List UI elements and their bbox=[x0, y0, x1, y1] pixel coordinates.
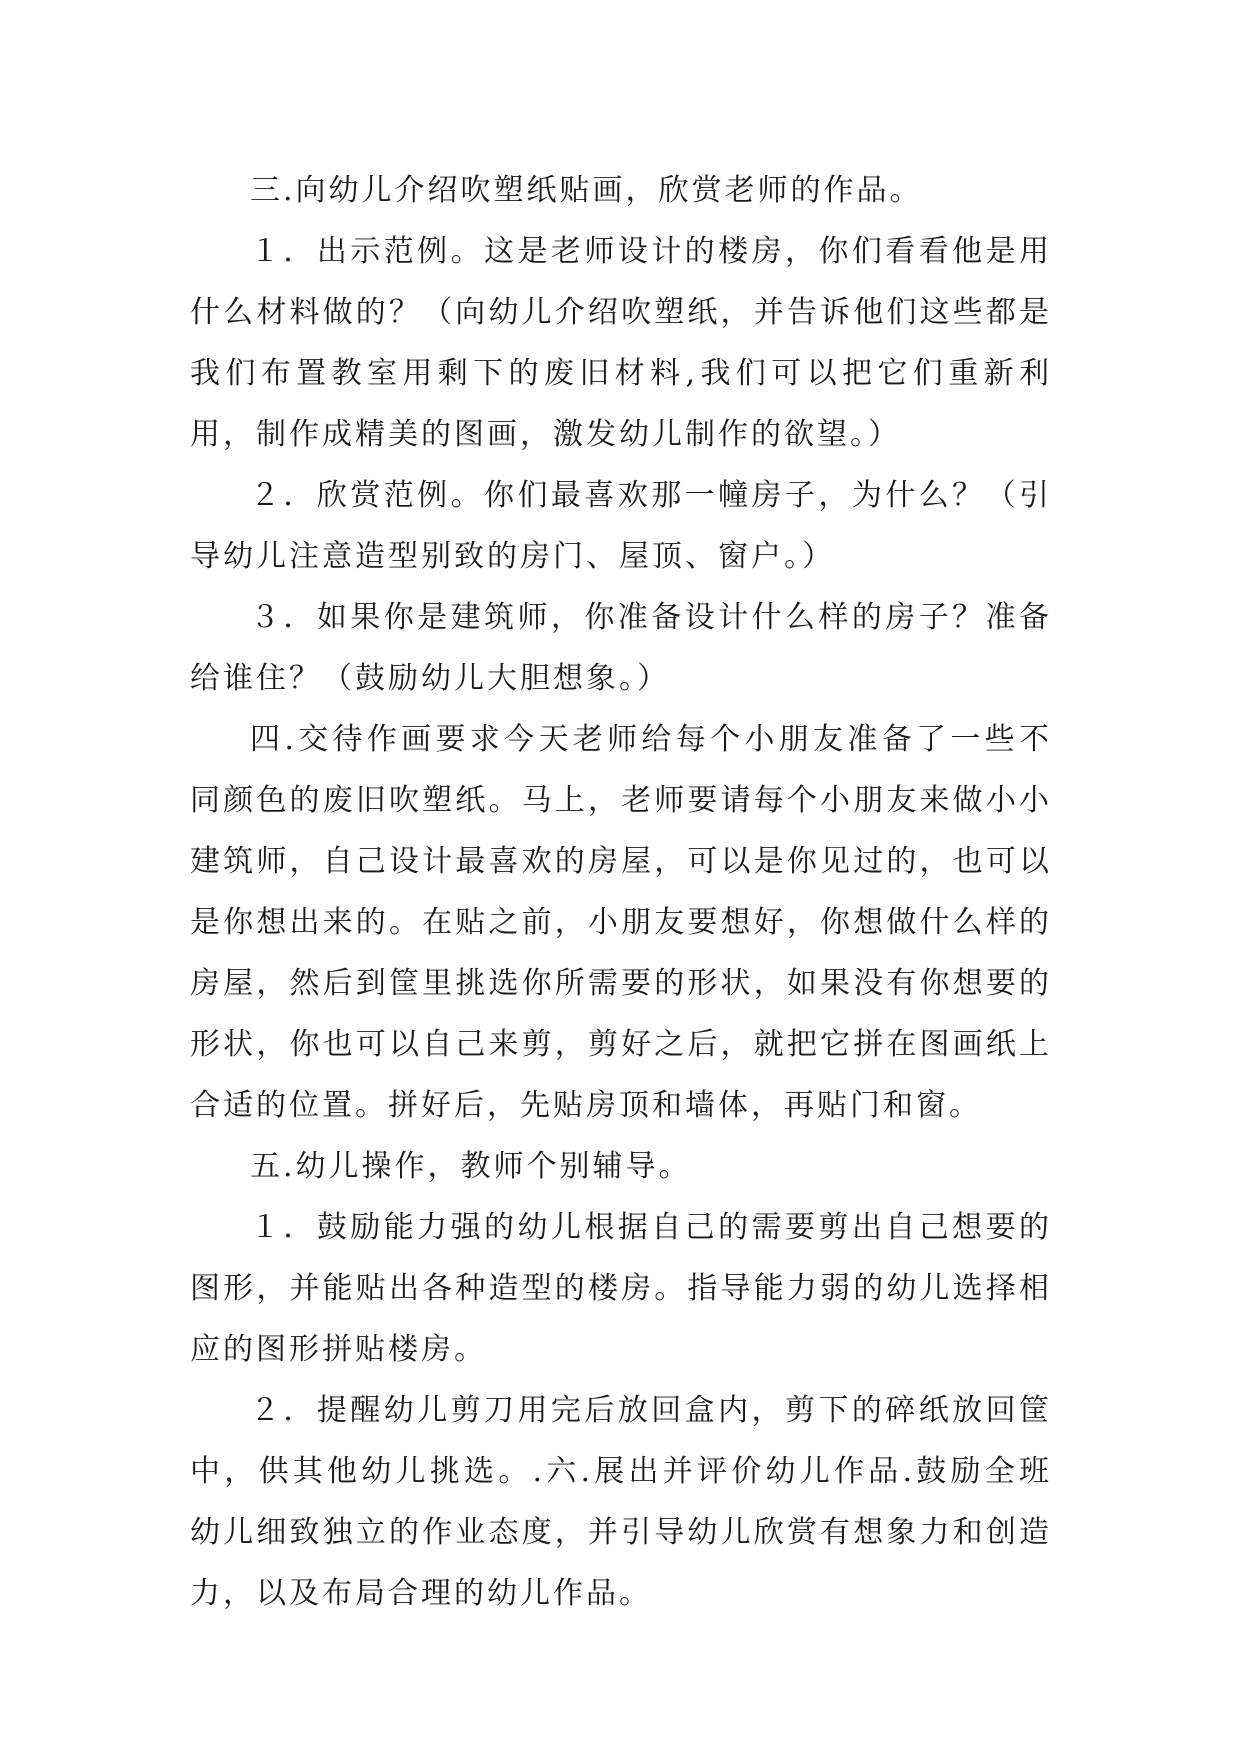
step-2-appreciate-example: ２．欣赏范例。你们最喜欢那一幢房子，为什么？（引导幼儿注意造型别致的房门、屋顶、窗户。） bbox=[190, 478, 1052, 574]
step-5-1-encourage: １．鼓励能力强的幼儿根据自己的需要剪出自己想要的图形，并能贴出各种造型的楼房。指导能力弱的幼儿选择相应的图形拼贴楼房。 bbox=[190, 1210, 1052, 1367]
step-3-architect-question: ３．如果你是建筑师，你准备设计什么样的房子？准备给谁住？（鼓励幼儿大胆想象。） bbox=[190, 600, 1052, 696]
section-three-heading: 三.向幼儿介绍吹塑纸贴画，欣赏老师的作品。 bbox=[250, 173, 923, 208]
section-four-requirements: 四.交待作画要求今天老师给每个小朋友准备了一些不同颜色的废旧吹塑纸。马上，老师要请每个小朋友来做小小建筑师，自己设计最喜欢的房屋，可以是你见过的，也可以是你想出来的。在贴之前，小朋友要想好，你想做什么样的房屋，然后到筐里挑选你所需要的形状，如果没有你想要的形状，你也可以自己来剪，剪好之后，就把它拼在图画纸上合适的位置。拼好后，先贴房顶和墙体，再贴门和窗。 bbox=[190, 722, 1052, 1123]
document-body bbox=[190, 160, 1052, 1624]
step-1-show-example: １．出示范例。这是老师设计的楼房，你们看看他是用什么材料做的？（向幼儿介绍吹塑纸，并告诉他们这些都是我们布置教室用剩下的废旧材料,我们可以把它们重新利用，制作成精美的图画，激发幼儿制作的欲望。） bbox=[190, 234, 1052, 452]
step-5-2-remind-and-section-six: ２．提醒幼儿剪刀用完后放回盒内，剪下的碎纸放回筐中，供其他幼儿挑选。.六.展出并评价幼儿作品.鼓励全班幼儿细致独立的作业态度，并引导幼儿欣赏有想象力和创造力，以及布局合理的幼儿作品。 bbox=[190, 1393, 1052, 1611]
section-five-heading: 五.幼儿操作，教师个别辅导。 bbox=[250, 1149, 692, 1184]
